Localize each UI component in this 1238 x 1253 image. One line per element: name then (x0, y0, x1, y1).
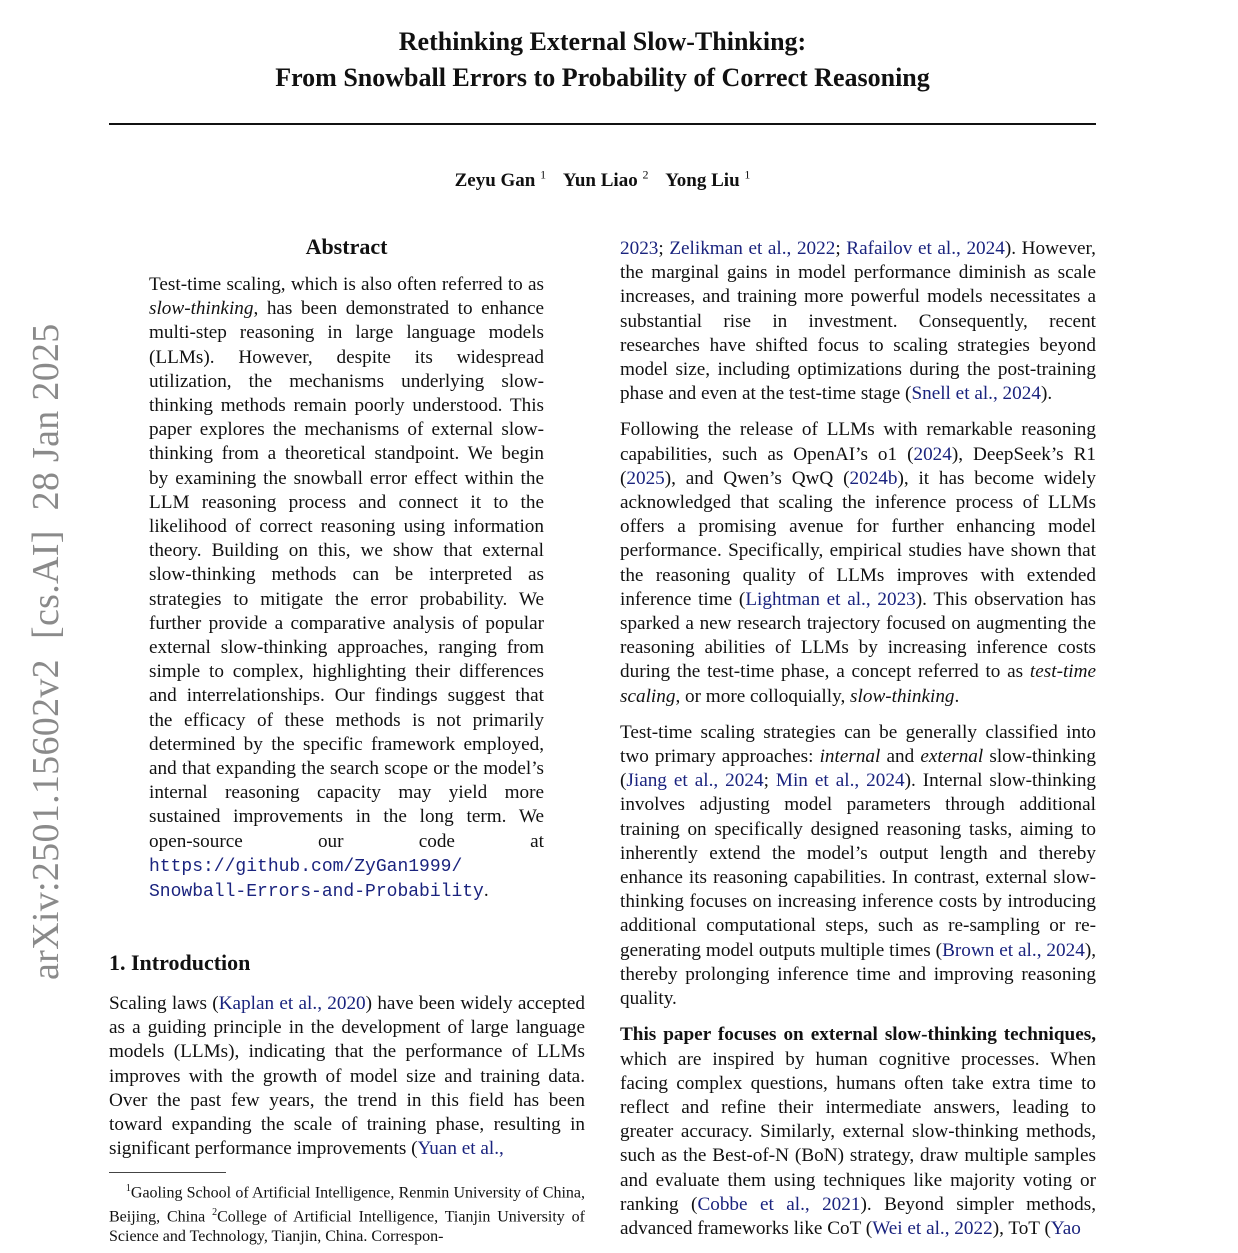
footnote-rule (109, 1172, 226, 1173)
title-line-1: Rethinking External Slow-Thinking: (398, 27, 807, 56)
author: Yun Liao $^2$ (562, 168, 649, 192)
title-line-2: From Snowball Errors to Probability of Correct Reasoning (275, 63, 930, 92)
introduction-body: Scaling laws (Kaplan et al., 2020) have been widely accepted as a guiding principle in the development of large language models (LLMs), indicating that the performance of LLMs improves with the growth of model size and training data. Over the past few years, the trend in this field has been toward expanding the scale of training phase, resulting in significant performance improvements (Yuan et al., (109, 993, 585, 1160)
citation-link[interactable]: Brown et al., 2024 (942, 939, 1085, 961)
paragraph: Test-time scaling strategies can be generally classified into two primary approaches: internal and external slow-thinking (Jiang et al., 2024; Min et al., 2024). Internal slow-thinking involves adjusting model parameters through additional training on specifically designed reasoning tasks, aiming to inherently extend the model’s output length and thereby enhance its reasoning capabilities. In contrast, external slow-thinking focuses on increasing inference costs by introducing additional computational steps, such as re-sampling or re-generating model outputs multiple times (Brown et al., 2024), thereby prolonging inference time and improving reasoning quality. (620, 721, 1097, 1010)
paper-title (0, 24, 1205, 96)
citation-link[interactable]: Cobbe et al., 2021 (697, 1193, 861, 1215)
abstract-heading: Abstract (305, 234, 388, 259)
footnote: $^1$Gaoling School of Artificial Intelligence, Renmin University of China, Beijing, China $^2$College of Artificial Intelligence, Tianjin University of Science and Technology, Tianjin, China. Correspon- (109, 1183, 586, 1245)
citation-link[interactable]: Min et al., 2024 (775, 770, 905, 792)
paragraph: This paper focuses on external slow-thinking techniques, which are inspired by human cognitive processes. When facing complex questions, humans often take extra time to reflect and refine their intermediate answers, leading to greater accuracy. Similarly, external slow-thinking methods, such as the Best-of-N (BoN) strategy, draw multiple samples and evaluate them using techniques like majority voting or ranking (Cobbe et al., 2021). Beyond simpler methods, advanced frameworks like CoT (Wei et al., 2022), ToT (Yao (620, 1024, 1096, 1239)
author-list (0, 168, 1205, 192)
arxiv-stamp (24, 303, 68, 980)
citation-link[interactable]: Wei et al., 2022 (872, 1217, 993, 1239)
arxiv-id: arXiv:2501.15602v2 (25, 659, 67, 980)
citation-link[interactable]: 2023 (620, 238, 659, 259)
arxiv-category: [cs.AI] (25, 530, 67, 640)
author: Yong Liu $^1$ (665, 168, 751, 192)
citation-link[interactable]: Rafailov et al., 2024 (846, 238, 1005, 259)
citation-link[interactable]: Lightman et al., 2023 (745, 588, 916, 610)
citation-link[interactable]: 2024 (913, 443, 952, 465)
citation-link[interactable]: Jiang et al., 2024 (626, 770, 764, 792)
citation-link[interactable]: Zelikman et al., 2022 (669, 238, 836, 259)
arxiv-date: 28 Jan 2025 (25, 323, 67, 511)
title-rule (109, 123, 1096, 125)
author: Zeyu Gan $^1$ (454, 168, 547, 192)
citation-link[interactable]: 2025 (626, 467, 665, 489)
citation-link[interactable]: Snell et al., 2024 (911, 383, 1041, 405)
citation-link[interactable]: Yuan et al., (417, 1138, 504, 1160)
paragraph: 2023; Zelikman et al., 2022; Rafailov et al., 2024). However, the marginal gains in model performance diminish as scale increases, and training more powerful models necessitates a substantial rise in investment. Consequently, recent researches have shifted focus to scaling strategies beyond model size, including optimizations during the post-training phase and even at the test-time stage (Snell et al., 2024). (620, 238, 1096, 405)
citation-link[interactable]: Kaplan et al., 2020 (218, 993, 366, 1014)
section-heading-introduction: 1. Introduction (109, 950, 251, 975)
right-column (620, 237, 1096, 1253)
paragraph: Following the release of LLMs with remarkable reasoning capabilities, such as OpenAI’s o1 (2024), DeepSeek’s R1 (2025), and Qwen’s QwQ (2024b), it has become widely acknowledged that scaling the inference process of LLMs offers a promising avenue for further enhancing model performance. Specifically, empirical studies have shown that the reasoning quality of LLMs improves with extended inference time (Lightman et al., 2023). This observation has sparked a new research trajectory focused on augmenting the reasoning abilities of LLMs by increasing inference costs during the test-time phase, a concept referred to as test-time scaling, or more colloquially, slow-thinking. (620, 419, 1097, 707)
citation-link[interactable]: 2024b (849, 467, 898, 489)
abstract-body: Test-time scaling, which is also often referred to as slow-thinking, has been demonstrated to enhance multi-step reasoning in large language models (LLMs). However, despite its widespread utilization, the mechanisms underlying slow-thinking methods remain poorly understood. This paper explores the mechanisms of external slow-thinking from a theoretical standpoint. We begin by examining the snowball error effect within the LLM reasoning process and connect it to the likelihood of correct reasoning using information theory. Building on this, we show that external slow-thinking methods can be interpreted as strategies to mitigate the error probability. We further provide a comparative analysis of popular external slow-thinking approaches, ranging from simple to complex, highlighting their differences and interrelationships. Our findings suggest that the efficacy of these methods is not primarily determined by the specific framework employed, and that expanding the search scope or the model’s internal reasoning capacity may yield more sustained improvements in the long term. We open-source our code at https://github.com/ZyGan1999/ Snowball-Errors-and-Probability. (149, 274, 544, 903)
code-link[interactable]: https://github.com/ZyGan1999/ Snowball-Errors-and-Probability (149, 856, 484, 903)
citation-link[interactable]: Yao (1050, 1217, 1081, 1239)
